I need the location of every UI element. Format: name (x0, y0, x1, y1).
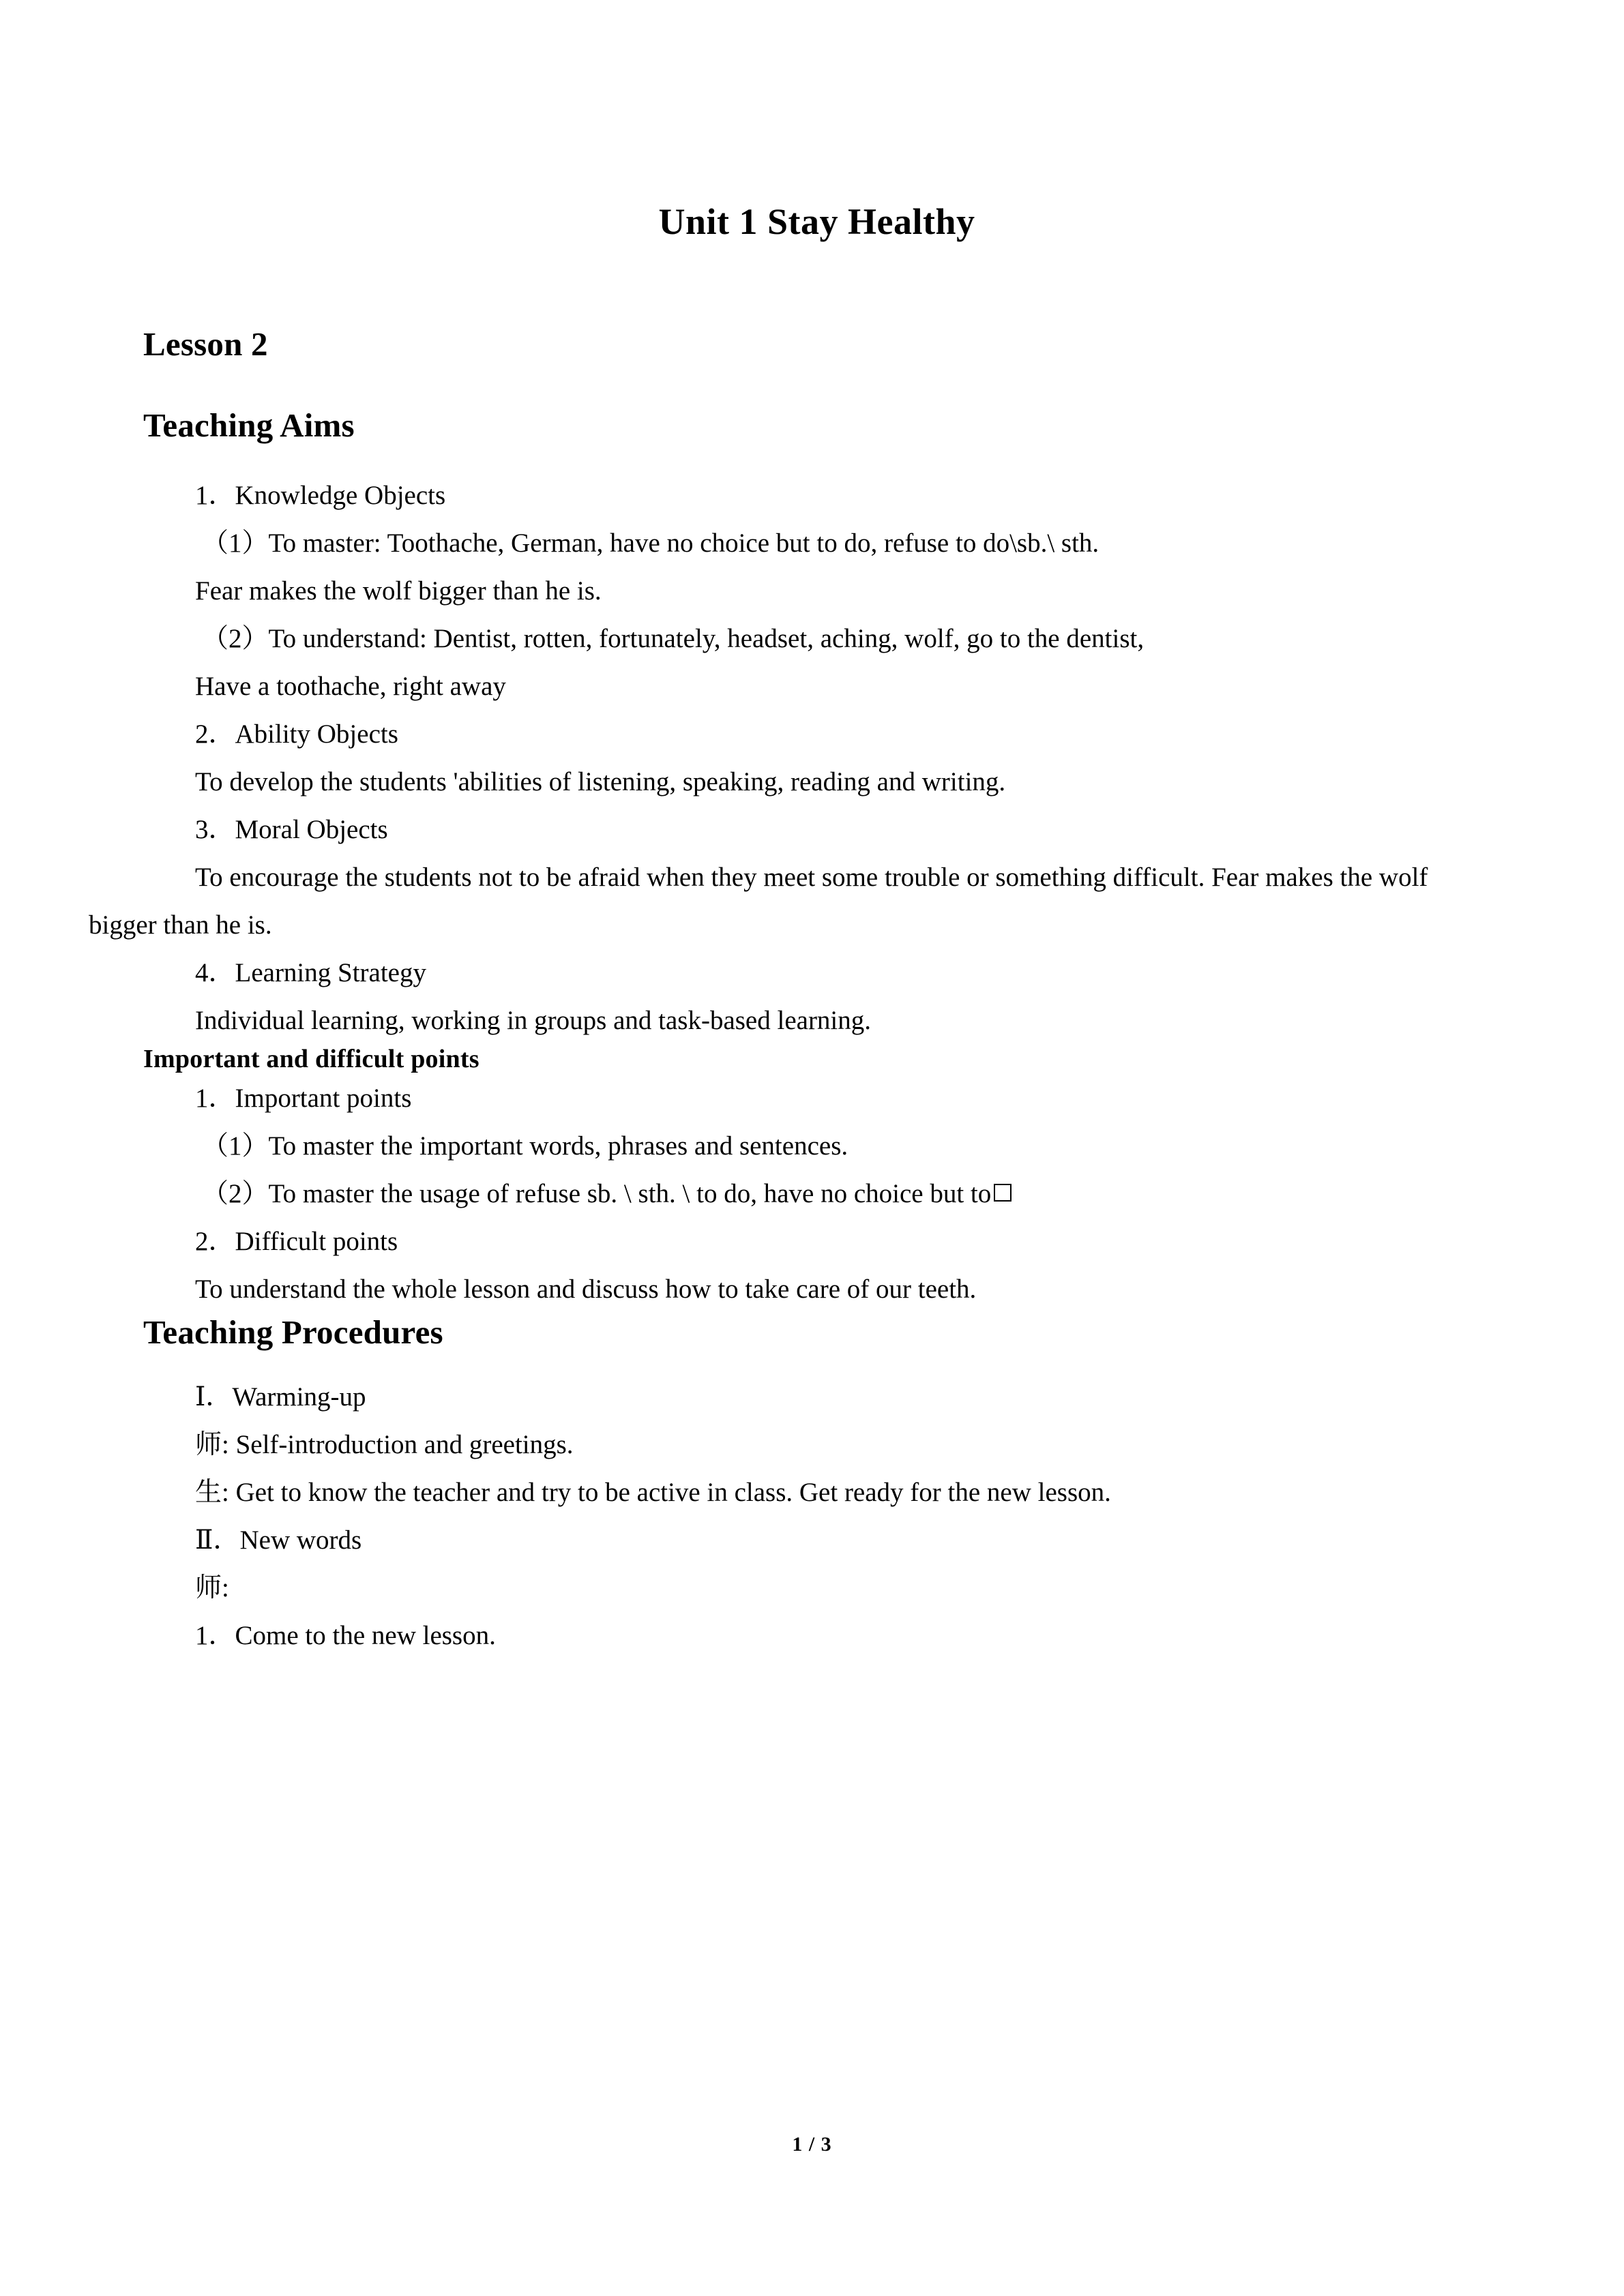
procedures-step-1-teacher-line: 师: Self-introduction and greetings. (195, 1430, 574, 1460)
procedures-step-1: Ⅰ．Warming-up (195, 1382, 366, 1412)
aims-item-3: 3．Moral Objects (195, 815, 388, 845)
aims-spacer (143, 445, 1490, 472)
procedures-step-1-student-line: 生: Get to know the teacher and try to be active in class. Get ready for the new lesson. (195, 1478, 1111, 1508)
page-number-footer: 1 / 3 (792, 2133, 832, 2156)
aims-item-1: 1．Knowledge Objects (195, 481, 446, 511)
procedures-step-2-teacher-line: 师: (195, 1573, 229, 1603)
aims-item-1-sub-1: （1）To master: Toothache, German, have no choice but to do, refuse to do\sb.\ sth. (202, 528, 1099, 558)
points-item-2: 2．Difficult points (195, 1226, 398, 1256)
heading-lesson: Lesson 2 (143, 325, 268, 363)
lesson-spacer (143, 364, 1490, 406)
heading-teaching-procedures: Teaching Procedures (143, 1313, 443, 1351)
points-item-2-body: To understand the whole lesson and discuss how to take care of our teeth. (195, 1274, 977, 1304)
points-item-1-sub-2-text: （2）To master the usage of refuse sb. \ sth. \ to do, have no choice but to (202, 1178, 992, 1208)
procedures-step-2-item-1: 1．Come to the new lesson. (195, 1621, 496, 1651)
aims-item-4: 4．Learning Strategy (195, 958, 426, 988)
aims-item-3-body: To encourage the students not to be afraid when they meet some trouble or something difficult. Fear makes the wolf bigger than he is. (89, 863, 1428, 940)
heading-teaching-aims: Teaching Aims (143, 406, 355, 444)
heading-important-and-difficult-points: Important and difficult points (143, 1045, 479, 1074)
page-title: Unit 1 Stay Healthy (658, 201, 975, 242)
procedures-step-2: Ⅱ．New words (195, 1525, 362, 1555)
procedures-spacer (143, 1352, 1490, 1373)
aims-item-2: 2．Ability Objects (195, 719, 398, 749)
aims-item-4-body: Individual learning, working in groups and task-based learning. (195, 1006, 872, 1036)
aims-item-1-sub-2-continuation: Have a toothache, right away (195, 672, 506, 702)
document-body (89, 0, 1490, 1660)
points-item-1-sub-2 (143, 1170, 1490, 1218)
missing-glyph-box-icon (994, 1184, 1012, 1202)
aims-item-2-body: To develop the students 'abilities of listening, speaking, reading and writing. (195, 767, 1006, 797)
points-item-1: 1．Important points (195, 1083, 412, 1113)
title-spacer (143, 242, 1490, 325)
points-item-1-sub-1: （1）To master the important words, phrases and sentences. (202, 1131, 848, 1161)
aims-item-1-sub-2: （2）To understand: Dentist, rotten, fortunately, headset, aching, wolf, go to the dentist, (202, 624, 1145, 654)
aims-item-1-sub-1-continuation: Fear makes the wolf bigger than he is. (195, 576, 602, 606)
